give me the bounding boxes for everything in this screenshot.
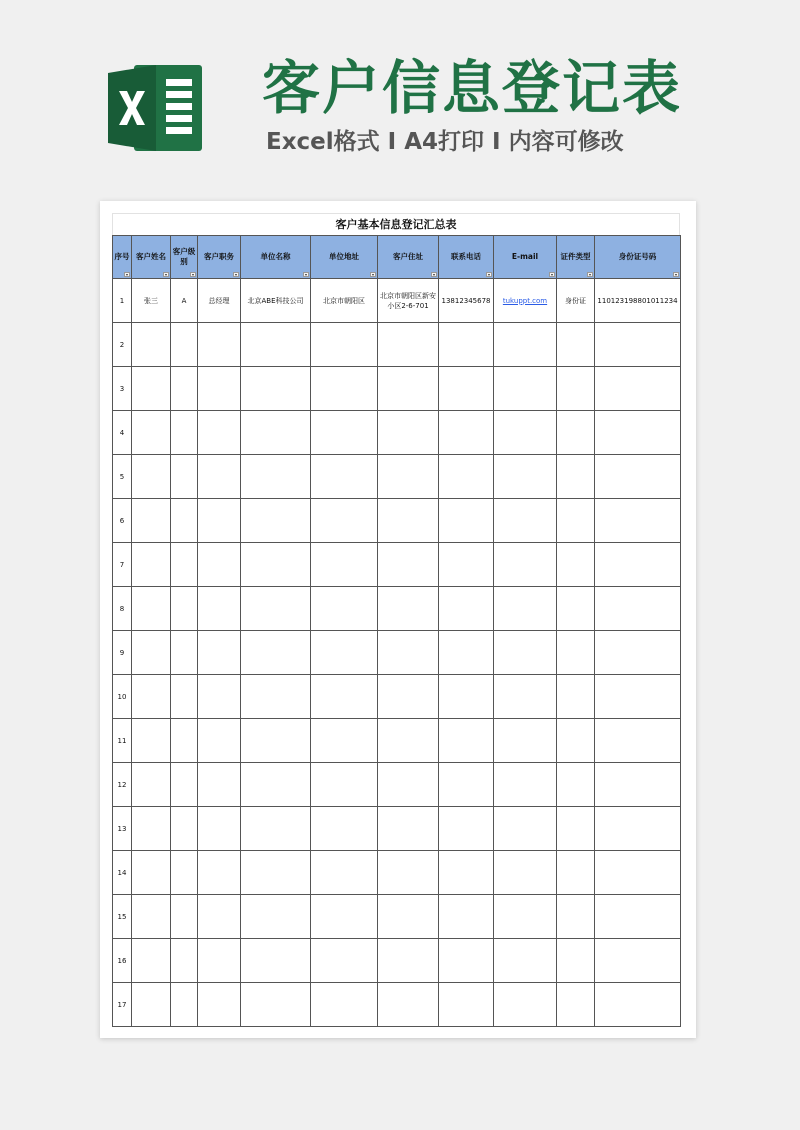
table-cell[interactable]: [595, 851, 681, 895]
column-header[interactable]: [378, 236, 439, 279]
table-cell[interactable]: [439, 543, 494, 587]
table-cell[interactable]: [494, 587, 557, 631]
table-row: [113, 851, 681, 895]
table-cell[interactable]: [198, 939, 241, 983]
table-cell[interactable]: [311, 807, 378, 851]
table-cell[interactable]: [439, 851, 494, 895]
column-header-label: 联系电话: [451, 252, 481, 261]
table-cell[interactable]: [198, 807, 241, 851]
table-row: [113, 455, 681, 499]
table-row: [113, 763, 681, 807]
table-cell[interactable]: [439, 499, 494, 543]
table-cell[interactable]: [171, 543, 198, 587]
table-cell[interactable]: [171, 499, 198, 543]
filter-dropdown-icon[interactable]: [673, 272, 679, 277]
table-cell[interactable]: [132, 367, 171, 411]
table-cell[interactable]: [241, 939, 311, 983]
table-cell[interactable]: [171, 367, 198, 411]
table-row: [113, 675, 681, 719]
table-cell[interactable]: [557, 367, 595, 411]
table-cell[interactable]: [595, 279, 681, 323]
cell-value: 身份证: [565, 296, 586, 305]
table-cell[interactable]: [494, 367, 557, 411]
table-cell[interactable]: [198, 719, 241, 763]
table-cell[interactable]: [132, 851, 171, 895]
table-cell[interactable]: [557, 323, 595, 367]
table-cell[interactable]: [494, 719, 557, 763]
table-cell[interactable]: [311, 763, 378, 807]
table-cell[interactable]: [132, 807, 171, 851]
column-header[interactable]: [557, 236, 595, 279]
table-cell[interactable]: [439, 323, 494, 367]
table-cell[interactable]: [378, 631, 439, 675]
cell-value: 2: [119, 340, 125, 349]
table-cell[interactable]: [378, 807, 439, 851]
table-cell[interactable]: [378, 455, 439, 499]
table-cell[interactable]: [439, 587, 494, 631]
table-cell[interactable]: [439, 631, 494, 675]
table-cell[interactable]: [311, 367, 378, 411]
table-cell[interactable]: [241, 543, 311, 587]
table-cell[interactable]: [132, 543, 171, 587]
table-cell[interactable]: [494, 895, 557, 939]
table-cell[interactable]: [171, 279, 198, 323]
table-cell[interactable]: [311, 719, 378, 763]
table-cell[interactable]: [494, 631, 557, 675]
sheet-title: 客户基本信息登记汇总表: [112, 213, 680, 235]
table-cell[interactable]: [113, 499, 132, 543]
table-cell[interactable]: [595, 939, 681, 983]
table-row: [113, 631, 681, 675]
cell-value: 13: [117, 824, 127, 833]
table-cell[interactable]: [171, 455, 198, 499]
table-cell[interactable]: [171, 895, 198, 939]
column-header[interactable]: [198, 236, 241, 279]
table-cell[interactable]: [494, 983, 557, 1027]
email-link[interactable]: tukuppt.com: [502, 296, 548, 305]
column-header-label: 身份证号码: [618, 252, 657, 261]
column-header[interactable]: [595, 236, 681, 279]
table-row: [113, 499, 681, 543]
table-cell[interactable]: [595, 895, 681, 939]
table-row: [113, 411, 681, 455]
table-cell[interactable]: [557, 675, 595, 719]
table-cell[interactable]: [595, 367, 681, 411]
table-cell[interactable]: [311, 455, 378, 499]
table-cell[interactable]: [494, 807, 557, 851]
table-cell[interactable]: [557, 543, 595, 587]
table-cell[interactable]: [198, 631, 241, 675]
table-cell[interactable]: [171, 587, 198, 631]
table-cell[interactable]: [557, 851, 595, 895]
table-cell[interactable]: [439, 939, 494, 983]
table-cell[interactable]: [494, 279, 557, 323]
column-header-label: 单位地址: [329, 252, 359, 261]
table-cell[interactable]: [494, 543, 557, 587]
table-cell[interactable]: [378, 543, 439, 587]
filter-dropdown-icon[interactable]: [163, 272, 169, 277]
table-cell[interactable]: [113, 323, 132, 367]
cell-value: 总经理: [208, 296, 230, 305]
cell-value: 北京市朝阳区新安小区2-6-701: [380, 291, 436, 310]
table-cell[interactable]: [595, 807, 681, 851]
cell-value: 11: [117, 736, 127, 745]
table-cell[interactable]: [241, 279, 311, 323]
table-cell[interactable]: [439, 675, 494, 719]
column-header-label: E-mail: [511, 252, 539, 261]
table-cell[interactable]: [311, 499, 378, 543]
filter-dropdown-icon[interactable]: [431, 272, 437, 277]
table-cell[interactable]: [132, 411, 171, 455]
table-cell[interactable]: [439, 807, 494, 851]
table-cell[interactable]: [378, 895, 439, 939]
cell-value: 10: [117, 692, 127, 701]
table-cell[interactable]: [595, 983, 681, 1027]
table-cell[interactable]: [171, 807, 198, 851]
table-cell[interactable]: [494, 455, 557, 499]
cell-value: A: [181, 296, 187, 305]
table-cell[interactable]: [595, 411, 681, 455]
table-cell[interactable]: [557, 587, 595, 631]
table-cell[interactable]: [557, 411, 595, 455]
table-row: [113, 807, 681, 851]
table-cell[interactable]: [113, 587, 132, 631]
filter-dropdown-icon[interactable]: [486, 272, 492, 277]
table-cell[interactable]: [132, 675, 171, 719]
table-row: [113, 939, 681, 983]
column-header-label: 客户级别: [172, 247, 196, 266]
table-cell[interactable]: [132, 587, 171, 631]
table-cell[interactable]: [198, 983, 241, 1027]
table-cell[interactable]: [595, 499, 681, 543]
cell-value: 12: [117, 780, 127, 789]
column-header[interactable]: [171, 236, 198, 279]
cell-value: 北京ABE科技公司: [247, 296, 304, 305]
table-cell[interactable]: [439, 455, 494, 499]
table-cell[interactable]: [113, 763, 132, 807]
table-cell[interactable]: [113, 983, 132, 1027]
table-cell[interactable]: [311, 323, 378, 367]
table-cell[interactable]: [439, 763, 494, 807]
table-cell[interactable]: [595, 455, 681, 499]
table-cell[interactable]: [378, 323, 439, 367]
table-cell[interactable]: [595, 675, 681, 719]
table-cell[interactable]: [595, 543, 681, 587]
table-cell[interactable]: [378, 763, 439, 807]
table-cell[interactable]: [171, 939, 198, 983]
table-cell[interactable]: [171, 719, 198, 763]
column-header-label: 客户职务: [204, 252, 234, 261]
filter-dropdown-icon[interactable]: [124, 272, 130, 277]
table-cell[interactable]: [311, 631, 378, 675]
column-header[interactable]: [241, 236, 311, 279]
table-cell[interactable]: [557, 499, 595, 543]
table-cell[interactable]: [198, 675, 241, 719]
table-cell[interactable]: [311, 851, 378, 895]
table-cell[interactable]: [378, 279, 439, 323]
filter-dropdown-icon[interactable]: [587, 272, 593, 277]
table-cell[interactable]: [113, 895, 132, 939]
table-cell[interactable]: [241, 851, 311, 895]
table-cell[interactable]: [378, 851, 439, 895]
table-cell[interactable]: [113, 411, 132, 455]
table-cell[interactable]: [132, 939, 171, 983]
table-cell[interactable]: [595, 719, 681, 763]
table-cell[interactable]: [132, 279, 171, 323]
column-header[interactable]: [494, 236, 557, 279]
table-cell[interactable]: [198, 851, 241, 895]
table-cell[interactable]: [557, 939, 595, 983]
spreadsheet-preview: [100, 201, 696, 1038]
table-cell[interactable]: [311, 587, 378, 631]
cell-value: 6: [119, 516, 125, 525]
table-cell[interactable]: [198, 279, 241, 323]
table-cell[interactable]: [241, 675, 311, 719]
filter-dropdown-icon[interactable]: [303, 272, 309, 277]
column-header-label: 单位名称: [260, 252, 291, 261]
cell-value: 张三: [144, 296, 158, 305]
page-title: 客户信息登记表: [262, 54, 683, 122]
excel-icon: [104, 62, 204, 154]
table-cell[interactable]: [113, 367, 132, 411]
cell-value: 16: [117, 956, 127, 965]
cell-value: 5: [119, 472, 125, 481]
table-row: [113, 895, 681, 939]
table-cell[interactable]: [311, 895, 378, 939]
table-row: [113, 719, 681, 763]
table-cell[interactable]: [198, 455, 241, 499]
table-cell[interactable]: [378, 983, 439, 1027]
table-cell[interactable]: [113, 631, 132, 675]
cell-value: 15: [117, 912, 127, 921]
table-cell[interactable]: [171, 631, 198, 675]
table-cell[interactable]: [171, 851, 198, 895]
column-header-label: 证件类型: [560, 252, 591, 261]
table-cell[interactable]: [198, 499, 241, 543]
table-cell[interactable]: [198, 367, 241, 411]
table-row: [113, 543, 681, 587]
column-header[interactable]: [311, 236, 378, 279]
filter-dropdown-icon[interactable]: [190, 272, 196, 277]
table-cell[interactable]: [171, 411, 198, 455]
table-cell[interactable]: [113, 675, 132, 719]
table-cell[interactable]: [113, 455, 132, 499]
table-cell[interactable]: [132, 719, 171, 763]
cell-value: 3: [119, 384, 125, 393]
table-row: [113, 367, 681, 411]
table-cell[interactable]: [494, 939, 557, 983]
table-cell[interactable]: [132, 895, 171, 939]
table-row: [113, 279, 681, 323]
table-cell[interactable]: [241, 983, 311, 1027]
table-cell[interactable]: [595, 763, 681, 807]
column-header-label: 客户姓名: [136, 252, 166, 261]
table-cell[interactable]: [311, 675, 378, 719]
table-cell[interactable]: [198, 587, 241, 631]
table-cell[interactable]: [132, 455, 171, 499]
table-cell[interactable]: [378, 939, 439, 983]
table-cell[interactable]: [113, 719, 132, 763]
cell-value: 110123198801011234: [597, 296, 678, 305]
table-cell[interactable]: [198, 895, 241, 939]
table-cell[interactable]: [378, 367, 439, 411]
column-header-label: 客户住址: [393, 252, 423, 261]
table-cell[interactable]: [198, 411, 241, 455]
page-subtitle: Excel格式 I A4打印 I 内容可修改: [266, 129, 624, 155]
table-cell[interactable]: [113, 851, 132, 895]
table-cell[interactable]: [132, 323, 171, 367]
table-cell[interactable]: [311, 983, 378, 1027]
table-cell[interactable]: [311, 543, 378, 587]
table-cell[interactable]: [595, 323, 681, 367]
filter-dropdown-icon[interactable]: [233, 272, 239, 277]
table-cell[interactable]: [171, 323, 198, 367]
table-cell[interactable]: [132, 499, 171, 543]
cell-value: 14: [117, 868, 127, 877]
table-cell[interactable]: [378, 411, 439, 455]
table-cell[interactable]: [557, 807, 595, 851]
table-cell[interactable]: [595, 587, 681, 631]
table-cell[interactable]: [241, 323, 311, 367]
column-header[interactable]: [113, 236, 132, 279]
table-cell[interactable]: [557, 279, 595, 323]
table-cell[interactable]: [132, 631, 171, 675]
table-cell[interactable]: [132, 983, 171, 1027]
table-cell[interactable]: [557, 719, 595, 763]
cell-value: 9: [119, 648, 125, 657]
cell-value: 13812345678: [441, 296, 491, 305]
table-cell[interactable]: [439, 279, 494, 323]
table-cell[interactable]: [241, 763, 311, 807]
table-cell[interactable]: [198, 763, 241, 807]
table-cell[interactable]: [439, 983, 494, 1027]
table-cell[interactable]: [595, 631, 681, 675]
table-cell[interactable]: [171, 675, 198, 719]
column-header[interactable]: [132, 236, 171, 279]
filter-dropdown-icon[interactable]: [549, 272, 555, 277]
table-cell[interactable]: [311, 279, 378, 323]
table-cell[interactable]: [241, 807, 311, 851]
table-cell[interactable]: [132, 763, 171, 807]
table-cell[interactable]: [494, 323, 557, 367]
column-header[interactable]: [439, 236, 494, 279]
table-cell[interactable]: [113, 939, 132, 983]
table-cell[interactable]: [439, 719, 494, 763]
table-cell[interactable]: [494, 499, 557, 543]
table-cell[interactable]: [494, 763, 557, 807]
table-cell[interactable]: [494, 411, 557, 455]
cell-value: 17: [117, 1000, 127, 1009]
table-cell[interactable]: [113, 807, 132, 851]
table-cell[interactable]: [557, 895, 595, 939]
table-cell[interactable]: [378, 587, 439, 631]
table-cell[interactable]: [113, 543, 132, 587]
table-cell[interactable]: [311, 411, 378, 455]
table-row: [113, 323, 681, 367]
table-cell[interactable]: [241, 719, 311, 763]
column-header-label: 序号: [114, 252, 130, 261]
table-cell[interactable]: [311, 939, 378, 983]
table-cell[interactable]: [557, 763, 595, 807]
table-cell[interactable]: [494, 851, 557, 895]
table-cell[interactable]: [241, 895, 311, 939]
table-cell[interactable]: [198, 543, 241, 587]
table-cell[interactable]: [557, 455, 595, 499]
cell-value: 7: [119, 560, 125, 569]
table-cell[interactable]: [198, 323, 241, 367]
cell-value: 8: [119, 604, 125, 613]
table-cell[interactable]: [557, 631, 595, 675]
table-cell[interactable]: [494, 675, 557, 719]
cell-value: 北京市朝阳区: [323, 296, 365, 305]
table-cell[interactable]: [171, 983, 198, 1027]
table-cell[interactable]: [241, 499, 311, 543]
table-cell[interactable]: [241, 587, 311, 631]
table-cell[interactable]: [557, 983, 595, 1027]
table-cell[interactable]: [171, 763, 198, 807]
table-cell[interactable]: [439, 367, 494, 411]
table-row: [113, 587, 681, 631]
customer-table: [112, 235, 681, 1027]
table-cell[interactable]: [113, 279, 132, 323]
filter-dropdown-icon[interactable]: [370, 272, 376, 277]
table-cell[interactable]: [378, 499, 439, 543]
cell-value: 1: [119, 296, 125, 305]
table-cell[interactable]: [378, 719, 439, 763]
table-cell[interactable]: [241, 631, 311, 675]
table-cell[interactable]: [241, 411, 311, 455]
table-cell[interactable]: [241, 455, 311, 499]
cell-value: 4: [119, 428, 125, 437]
table-cell[interactable]: [378, 675, 439, 719]
table-row: [113, 983, 681, 1027]
table-cell[interactable]: [439, 411, 494, 455]
table-cell[interactable]: [439, 895, 494, 939]
table-cell[interactable]: [241, 367, 311, 411]
